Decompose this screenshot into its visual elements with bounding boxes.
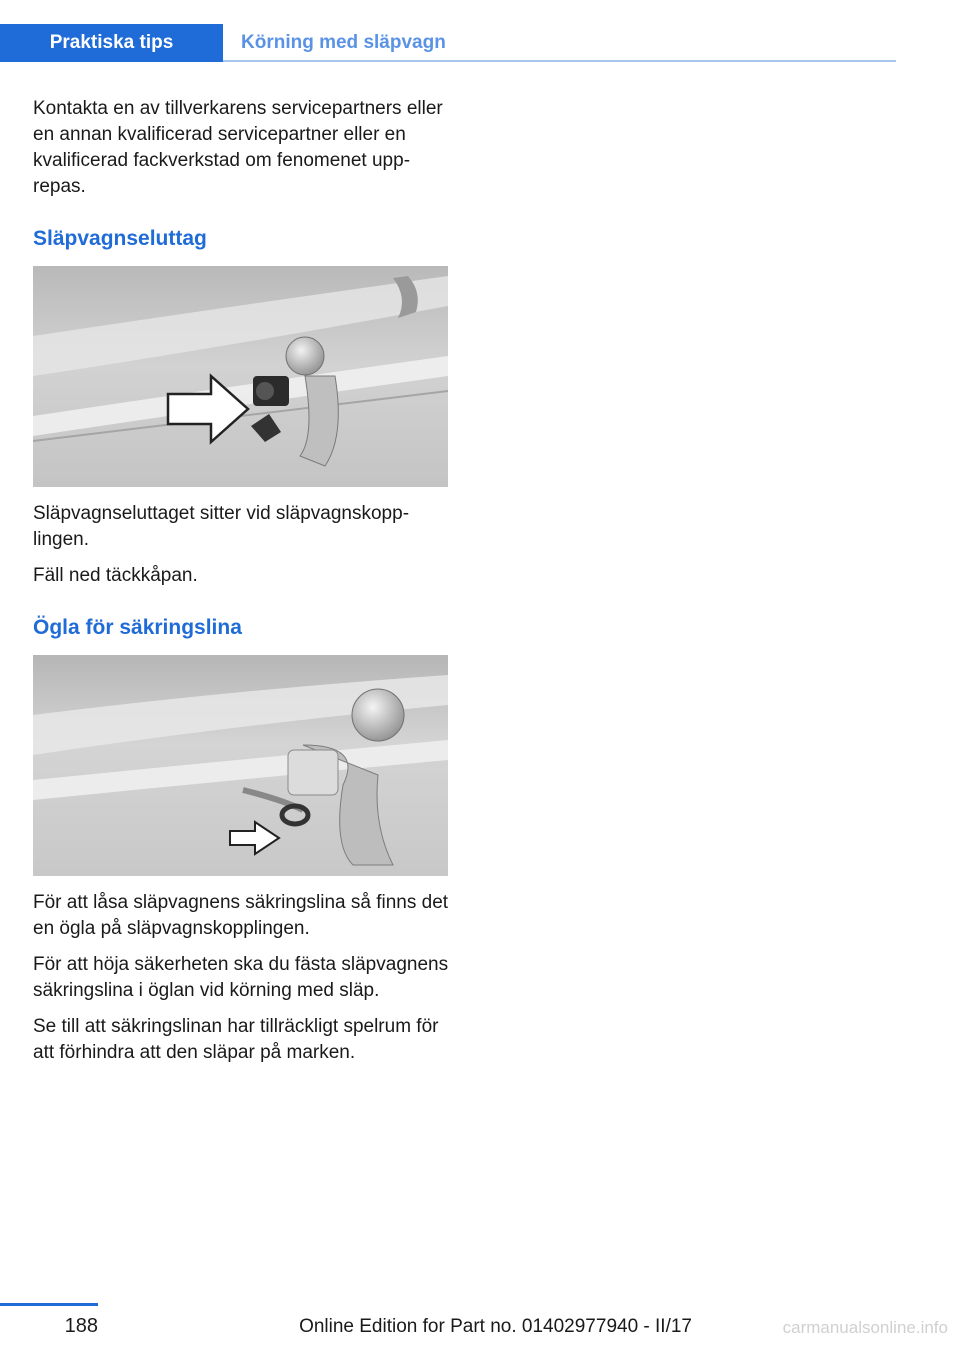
- watermark: carmanualsonline.info: [782, 1318, 948, 1337]
- header-divider: [223, 60, 896, 62]
- eyelet-heading: Ögla för säkringslina: [33, 616, 242, 639]
- page-content: [33, 96, 449, 1076]
- eyelet-illustration: [33, 655, 448, 876]
- eyelet-paragraph-2: För att höja säkerheten ska du fästa släpvagnens säkringslina i öglan vid körning med släp.: [33, 954, 449, 1001]
- socket-illustration: [33, 266, 448, 487]
- eyelet-paragraph-3: Se till att säkringslinan har tillräckligt spelrum för att förhindra att den släpar på marken.: [33, 1016, 439, 1063]
- socket-heading: Släpvagnseluttag: [33, 227, 207, 250]
- section-tab: Praktiska tips: [0, 24, 223, 62]
- subsection-tab: Körning med släpvagn: [241, 32, 446, 53]
- page-number-bar: [0, 1303, 98, 1306]
- intro-paragraph: Kontakta en av tillverkarens servicepartners eller en annan kvalificerad servicepartner eller en kvalificerad fackverkstad om fenomenet upprepas.: [33, 98, 443, 197]
- socket-paragraph-2: Fäll ned täckkåpan.: [33, 565, 198, 586]
- eyelet-paragraph-1: För att låsa släpvagnens säkringslina så finns det en ögla på släpvagnskopplingen.: [33, 892, 449, 939]
- socket-paragraph-1: Släpvagnseluttaget sitter vid släpvagnskopplingen.: [33, 503, 410, 550]
- page-number: 188: [64, 1315, 98, 1337]
- page-header: [0, 24, 896, 62]
- edition-note: Online Edition for Part no. 01402977940 - II/17: [299, 1316, 692, 1337]
